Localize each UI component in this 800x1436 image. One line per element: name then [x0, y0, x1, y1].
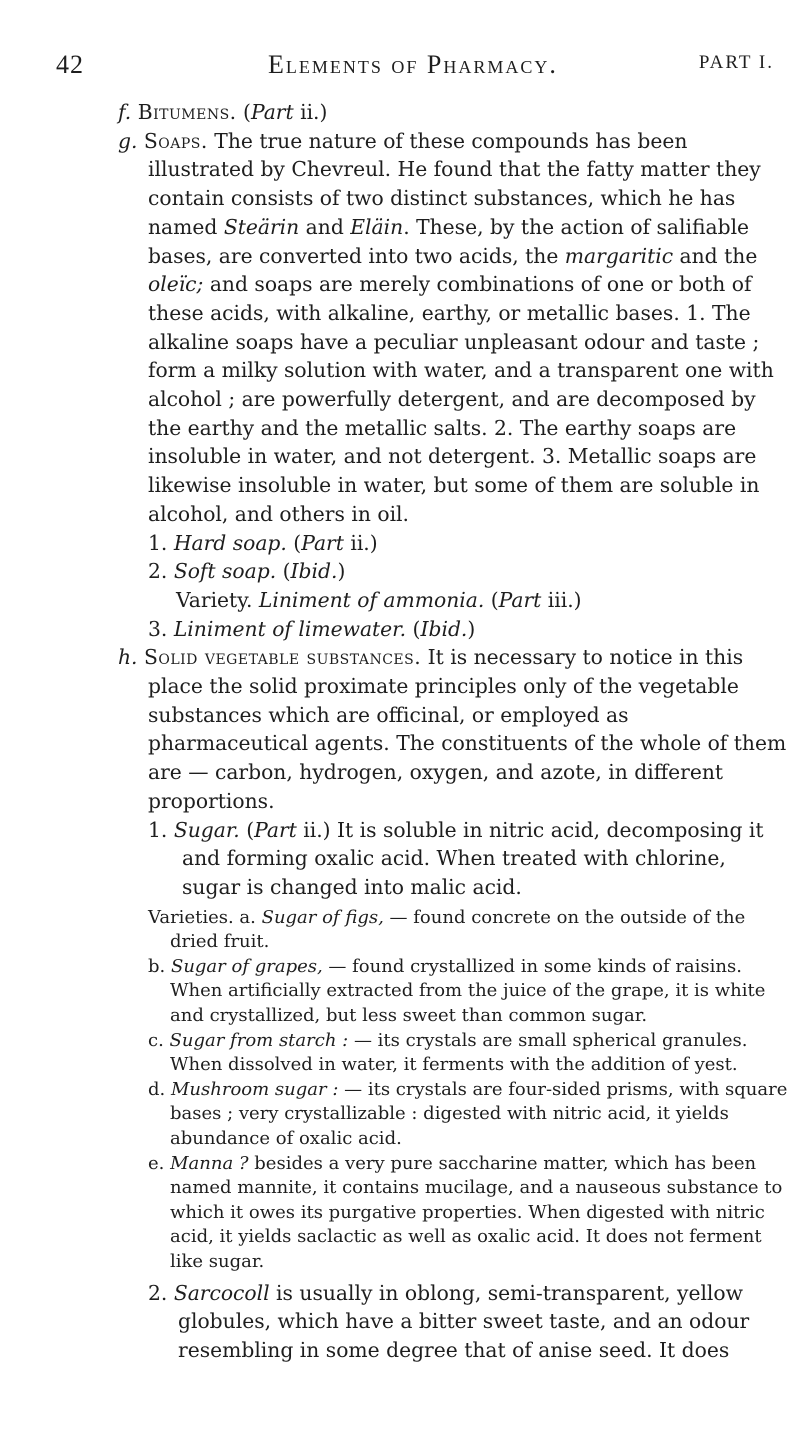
item-soft-soap: 2. Soft soap. (Ibid.) [148, 559, 346, 584]
item-liniment-limewater: 3. Liniment of limewater. (Ibid.) [148, 616, 476, 641]
body-text [118, 98, 790, 1365]
variety-a: Varieties. a. Sugar of figs, — found concrete on the outside of the dried fruit. [148, 906, 746, 953]
item-sarcocoll: 2. Sarcocoll is usually in oblong, semi-transparent, yellow globules, which have a bitter sweet taste, and an odour resembling in some degree that of anise seed. It does [148, 1280, 750, 1362]
variety-b: b. Sugar of grapes, — found crystallized in some kinds of raisins. When artificially extracted from the juice of the grape, it is white and crystallized, but less sweet than common sugar. [148, 955, 766, 1027]
varieties-list [118, 906, 790, 1275]
section-letter: g. [118, 128, 138, 153]
running-title: Elements of Pharmacy. [268, 50, 558, 79]
item-hard-soap: 1. Hard soap. (Part ii.) [148, 530, 378, 555]
section-f-bitumens: f. Bitumens. (Part ii.) [118, 100, 328, 124]
item-variety-ammonia: Variety. Liniment of ammonia. (Part iii.) [176, 587, 582, 612]
section-h-solid-vegetable: h. Solid vegetable substances. It is necessary to notice in this place the solid proximate principles only of the vegetable substances which are officinal, or employed as pharmaceutical agents. The constituents of the whole of them are — carbon, hydrogen, oxygen, and azote, in different proportions. [118, 645, 787, 813]
section-heading: Solid vegetable substances. [143, 645, 422, 670]
section-letter: f. [118, 100, 132, 124]
page-number: 42 [56, 50, 84, 79]
part-label: PART I. [698, 52, 774, 73]
variety-e: e. Manna ? besides a very pure saccharine matter, which has been named mannite, it contains mucilage, and a nauseous substance to which it owes its purgative properties. When digested with nitric acid, it yields saclactic as well as oxalic acid. It does not ferment like sugar. [148, 1152, 783, 1272]
section-g-soaps: g. Soaps. The true nature of these compounds has been illustrated by Chevreul. He found that the fatty matter they contain consists of two distinct substances, which he has named Steärin and Eläin. These, by the action of salifiable bases, are converted into two acids, the margaritic and the oleïc; and soaps are merely combinations of one or both of these acids, with alkaline, earthy, or metallic bases. 1. The alkaline soaps have a peculiar unpleasant odour and taste ; form a milky solution with water, and a transparent one with alcohol ; are powerfully detergent, and are decomposed by the earthy and the metallic salts. 2. The earthy soaps are insoluble in water, and not detergent. 3. Metallic soaps are likewise insoluble in water, but some of them are soluble in alcohol, and others in oil. [118, 128, 774, 526]
running-head [56, 50, 774, 86]
section-heading: Soaps. [143, 128, 208, 153]
section-letter: h. [118, 645, 138, 670]
variety-d: d. Mushroom sugar : — its crystals are four-sided prisms, with square bases ; very crystallizable : digested with nitric acid, it yields abundance of oxalic acid. [148, 1078, 788, 1150]
item-sugar: 1. Sugar. (Part ii.) It is soluble in nitric acid, decomposing it and forming oxalic acid. When treated with chlorine, sugar is changed into malic acid. [148, 817, 764, 899]
variety-c: c. Sugar from starch : — its crystals are small spherical granules. When dissolved in water, it ferments with the addition of yest. [148, 1029, 748, 1076]
section-heading: Bitumens. [137, 100, 237, 124]
